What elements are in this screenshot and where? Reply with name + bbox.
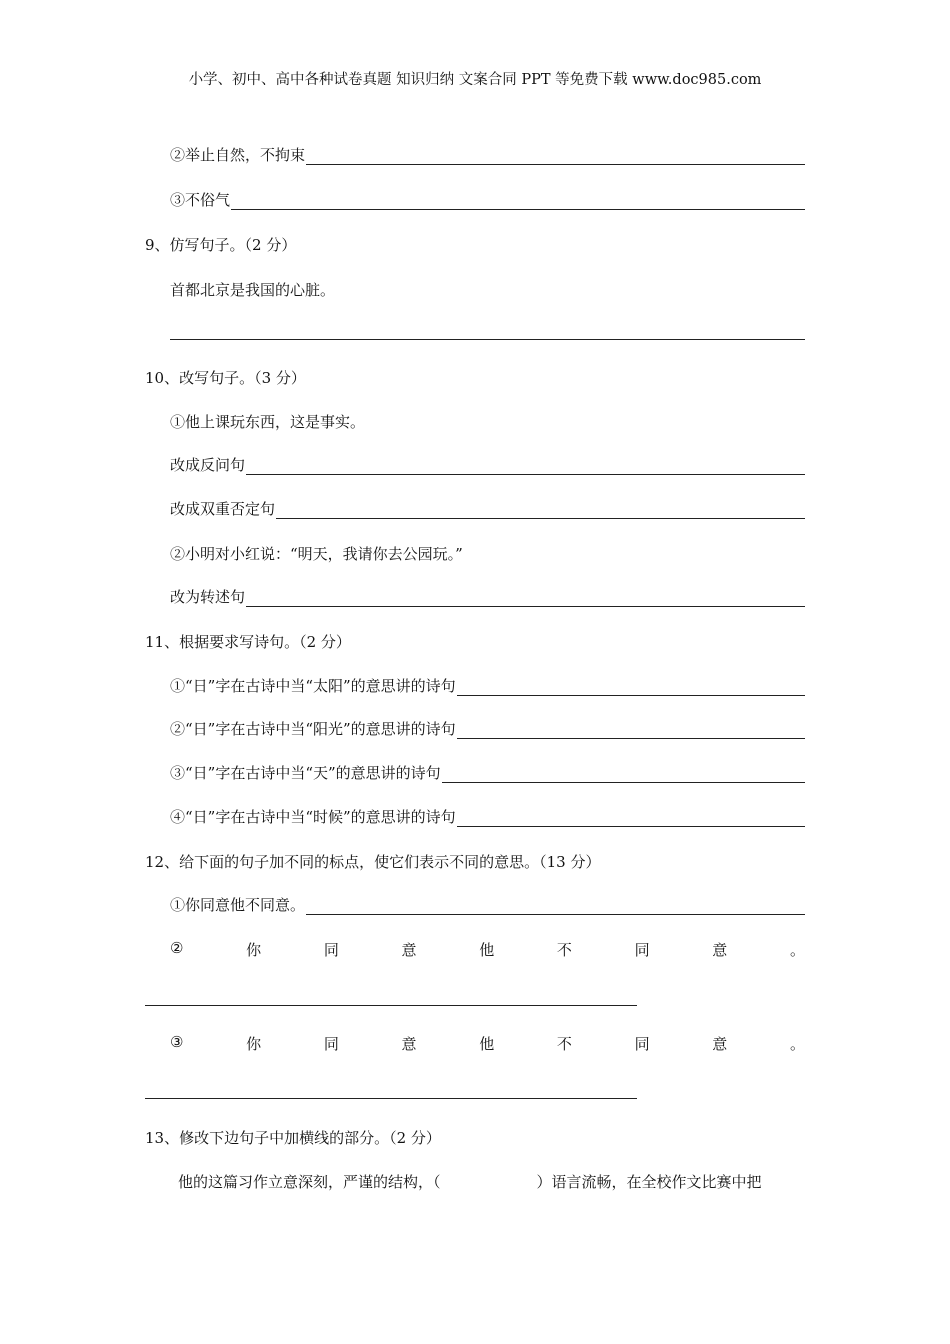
q8-item-3 <box>170 188 805 210</box>
q11-title: 11、根据要求写诗句。（2 分） <box>145 633 351 651</box>
q12-item-2-answer-line[interactable] <box>145 1005 637 1006</box>
q11-item-2 <box>170 717 805 739</box>
q12-item-1-label: ①你同意他不同意。 <box>170 896 306 914</box>
q11-item-4 <box>170 805 805 827</box>
q13-text-after: ）语言流畅，在全校作文比赛中把 <box>536 1173 762 1191</box>
q11-item-3-label: ③“日”字在古诗中当“天”的意思讲的诗句 <box>170 764 441 782</box>
q12-item-3-char: 同 <box>323 1035 339 1053</box>
q12-item-3-char: 同 <box>634 1035 650 1053</box>
q12-item-1 <box>170 893 805 915</box>
q10-fill-rhetorical-label: 改成反问句 <box>170 456 246 474</box>
answer-line[interactable] <box>246 457 805 475</box>
q9-title: 9、仿写句子。（2 分） <box>145 236 297 254</box>
q12-item-3 <box>170 1033 805 1054</box>
answer-line[interactable] <box>306 147 805 165</box>
answer-line[interactable] <box>276 501 805 519</box>
answer-line[interactable] <box>457 678 805 696</box>
q10-fill-rhetorical <box>170 453 805 475</box>
q12-item-3-char: 不 <box>556 1035 572 1053</box>
q13-title: 13、修改下边句子中加横线的部分。（2 分） <box>145 1129 441 1147</box>
q8-item-3-label: ③不俗气 <box>170 191 231 209</box>
q11-item-2-label: ②“日”字在古诗中当“阳光”的意思讲的诗句 <box>170 720 456 738</box>
page-header: 小学、初中、高中各种试卷真题 知识归纳 文案合同 PPT 等免费下载 www.doc985.com <box>188 72 762 88</box>
q12-item-2-char: 意 <box>401 941 417 959</box>
answer-line[interactable] <box>442 765 805 783</box>
q12-item-3-char: 。 <box>789 1035 805 1053</box>
q12-item-2-char: 同 <box>323 941 339 959</box>
q11-item-4-label: ④“日”字在古诗中当“时候”的意思讲的诗句 <box>170 808 456 826</box>
q9-sentence: 首都北京是我国的心脏。 <box>170 281 336 299</box>
q11-item-1 <box>170 674 805 696</box>
q11-item-3 <box>170 761 805 783</box>
q10-fill-indirect <box>170 585 805 607</box>
q8-item-2-label: ②举止自然，不拘束 <box>170 146 306 164</box>
q10-fill-indirect-label: 改为转述句 <box>170 588 246 606</box>
q8-item-2 <box>170 143 805 165</box>
q13-text-before: 他的这篇习作立意深刻，严谨的结构，（ <box>178 1173 441 1191</box>
answer-line[interactable] <box>457 721 805 739</box>
q12-item-2-char: ② <box>170 939 184 957</box>
q12-item-2-char: 。 <box>789 941 805 959</box>
q12-item-3-char: 意 <box>712 1035 728 1053</box>
q12-title: 12、给下面的句子加不同的标点，使它们表示不同的意思。（13 分） <box>145 853 601 871</box>
answer-line[interactable] <box>231 192 805 210</box>
q12-item-3-char: 意 <box>401 1035 417 1053</box>
q12-item-3-char: 他 <box>479 1035 495 1053</box>
q12-item-3-char: 你 <box>246 1035 262 1053</box>
q12-item-2-char: 意 <box>712 941 728 959</box>
q10-title: 10、改写句子。（3 分） <box>145 369 306 387</box>
q12-item-3-answer-line[interactable] <box>145 1098 637 1099</box>
q12-item-2-char: 不 <box>556 941 572 959</box>
answer-line[interactable] <box>246 589 805 607</box>
q12-item-2-char: 他 <box>479 941 495 959</box>
q12-item-2 <box>170 939 805 960</box>
answer-line[interactable] <box>457 809 805 827</box>
q10-fill-double-negative-label: 改成双重否定句 <box>170 500 276 518</box>
q13-sentence <box>178 1171 762 1192</box>
q9-answer-line[interactable] <box>170 339 805 340</box>
answer-line[interactable] <box>306 897 805 915</box>
q11-item-1-label: ①“日”字在古诗中当“太阳”的意思讲的诗句 <box>170 677 456 695</box>
q10-fill-double-negative <box>170 497 805 519</box>
q12-item-2-char: 你 <box>246 941 262 959</box>
q10-sentence-1: ①他上课玩东西，这是事实。 <box>170 413 366 431</box>
q12-item-2-char: 同 <box>634 941 650 959</box>
q10-sentence-2: ②小明对小红说：“明天，我请你去公园玩。” <box>170 545 463 563</box>
q12-item-3-char: ③ <box>170 1033 184 1051</box>
